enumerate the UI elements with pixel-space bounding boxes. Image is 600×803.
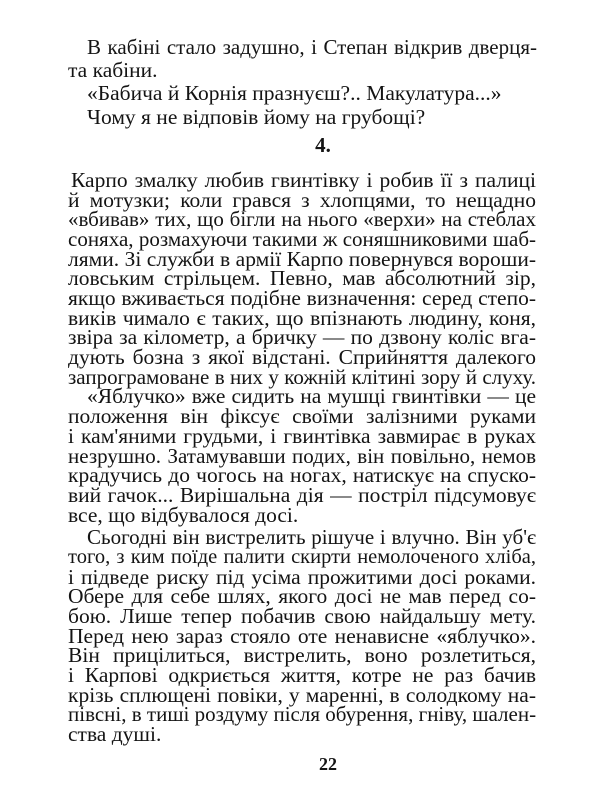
text-line: соняха, розмахуючи такими ж соняшниковими шаб- bbox=[68, 227, 536, 251]
text-line: Карпо змалку любив гвинтівку і робив її з палиці bbox=[71, 168, 536, 192]
text-line: того, з ким поїде палити скирти немолоченого хліба, bbox=[68, 546, 536, 568]
text-line: ства душі. bbox=[68, 722, 162, 746]
intro-line: «Бабича й Корнія празнуєш?.. Макулатура...» bbox=[87, 81, 502, 105]
text-line: дують бозна з якої відстані. Сприйняття далекого bbox=[68, 345, 536, 369]
text-line: крізь сплющені повіки, у маренні, в солодкому на- bbox=[68, 683, 536, 707]
text-line: якщо вживається подібне визначення: серед степо- bbox=[68, 286, 536, 310]
text-line: звіра за кілометр, а бричку — по дзвону коліс вга- bbox=[68, 325, 536, 349]
text-line: крадучись до чогось на ногах, натискує на спуско- bbox=[68, 463, 536, 487]
intro-line: та кабіни. bbox=[68, 58, 158, 82]
text-line: запрограмоване в них у кожній клітині зору й слуху. bbox=[68, 365, 536, 389]
text-line: Обере для себе шлях, якого досі не мав перед со- bbox=[68, 584, 536, 608]
text-line: виків чимало є таких, що впізнають людину, коня, bbox=[68, 306, 536, 330]
text-line: вий гачок... Вирішальна дія — постріл підсумовує bbox=[68, 483, 536, 507]
text-line: півсні, в тиші роздуму після обурення, гніву, шален- bbox=[68, 702, 537, 726]
text-line: все, що відбувалося досі. bbox=[68, 503, 299, 527]
intro-line: Чому я не відповів йому на грубощі? bbox=[87, 105, 426, 129]
text-line: лями. Зі служби в армії Карпо повернувся вороши- bbox=[68, 247, 536, 271]
text-line: ловським стрільцем. Певно, мав абсолютний зір, bbox=[68, 266, 536, 290]
text-line: Перед нею зараз стояло оте ненависне «яблучко». bbox=[68, 624, 536, 648]
page-number: 22 bbox=[319, 754, 337, 774]
text-line: Сьогодні він вистрелить рішуче і влучно. Він уб'є bbox=[87, 525, 536, 549]
text-line: й мотузки; коли грався з хлопцями, то нещадно bbox=[68, 188, 536, 212]
text-line: «вбивав» тих, що бігли на нього «верхи» на стеблах bbox=[68, 207, 536, 231]
intro-line: В кабіні стало задушно, і Степан відкрив дверця- bbox=[87, 35, 537, 59]
text-line: і кам'яними грудьми, і гвинтівка завмирає в руках bbox=[68, 424, 536, 448]
text-line: бою. Лише тепер побачив свою найдальшу мету. bbox=[68, 604, 536, 628]
text-line: Він прицілиться, вистрелить, воно розлетиться, bbox=[68, 643, 536, 667]
text-line: положення він фіксує своїми залізними руками bbox=[68, 404, 536, 428]
text-line: і підведе риску під усіма прожитими досі роками. bbox=[68, 565, 536, 589]
text-line: незрушно. Затамувавши подих, він повільно, немов bbox=[68, 444, 536, 468]
text-line: «Яблучко» вже сидить на мушці гвинтівки — це bbox=[87, 384, 536, 408]
text-line: і Карпові одкриється життя, котре не раз бачив bbox=[68, 663, 536, 687]
section-number: 4. bbox=[315, 133, 331, 157]
